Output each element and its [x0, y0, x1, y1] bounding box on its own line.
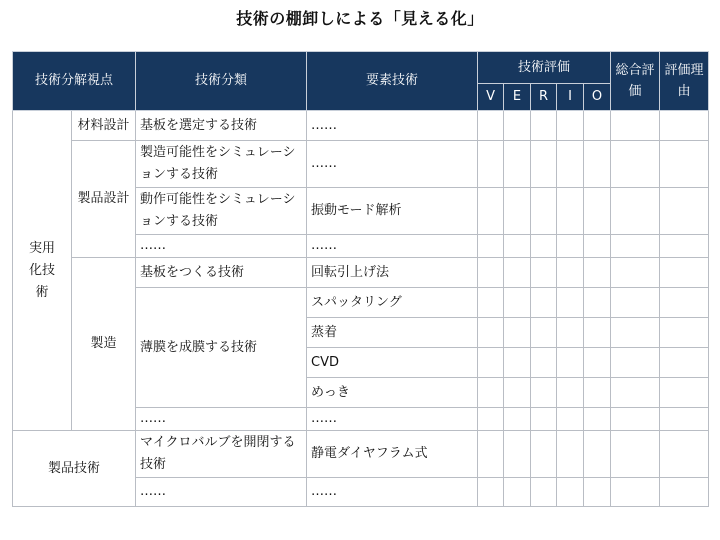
element-tech-cell: ……: [307, 111, 478, 141]
element-tech-cell: CVD: [307, 348, 478, 378]
element-tech-cell: スパッタリング: [307, 288, 478, 318]
header-element-tech: 要素技術: [307, 52, 478, 111]
element-tech-cell: 蒸着: [307, 318, 478, 348]
header-tech-classification: 技術分類: [136, 52, 307, 111]
table-row: [13, 431, 709, 478]
element-tech-cell: 振動モード解析: [307, 188, 478, 235]
tech-class-cell: マイクロバルブを開閉する技術: [136, 431, 307, 478]
header-eval-i: I: [557, 84, 584, 111]
page-title: 技術の棚卸しによる「見える化」: [236, 9, 484, 28]
tech-class-cell: 製造可能性をシミュレーションする技術: [136, 141, 307, 188]
element-tech-cell: 回転引上げ法: [307, 258, 478, 288]
tech-class-cell: 基板を選定する技術: [136, 111, 307, 141]
element-tech-cell: ……: [307, 235, 478, 258]
category-practical: 実用化技術: [13, 111, 72, 431]
tech-class-cell: ……: [136, 235, 307, 258]
header-eval-v: V: [478, 84, 504, 111]
header-decomposition-view: 技術分解視点: [13, 52, 136, 111]
tech-class-cell: 薄膜を成膜する技術: [136, 288, 307, 408]
subcategory-manufacturing: 製造: [72, 258, 136, 431]
table-row: [13, 141, 709, 188]
element-tech-cell: ……: [307, 408, 478, 431]
element-tech-cell: ……: [307, 478, 478, 507]
header-eval-e: E: [504, 84, 531, 111]
header-evaluation-reason: 評価理由: [660, 52, 709, 111]
tech-class-cell: 動作可能性をシミュレーションする技術: [136, 188, 307, 235]
table-row: [13, 111, 709, 141]
header-eval-r: R: [531, 84, 557, 111]
header-tech-evaluation: 技術評価: [478, 52, 611, 84]
table-row: [13, 258, 709, 288]
header-overall-evaluation: 総合評価: [611, 52, 660, 111]
element-tech-cell: 静電ダイヤフラム式: [307, 431, 478, 478]
tech-class-cell: 基板をつくる技術: [136, 258, 307, 288]
header-eval-o: O: [584, 84, 611, 111]
tech-class-cell: ……: [136, 478, 307, 507]
element-tech-cell: ……: [307, 141, 478, 188]
subcategory-material-design: 材料設計: [72, 111, 136, 141]
technology-inventory-table: [12, 51, 709, 507]
category-product-tech: 製品技術: [13, 431, 136, 507]
tech-class-cell: ……: [136, 408, 307, 431]
subcategory-product-design: 製品設計: [72, 141, 136, 258]
element-tech-cell: めっき: [307, 378, 478, 408]
